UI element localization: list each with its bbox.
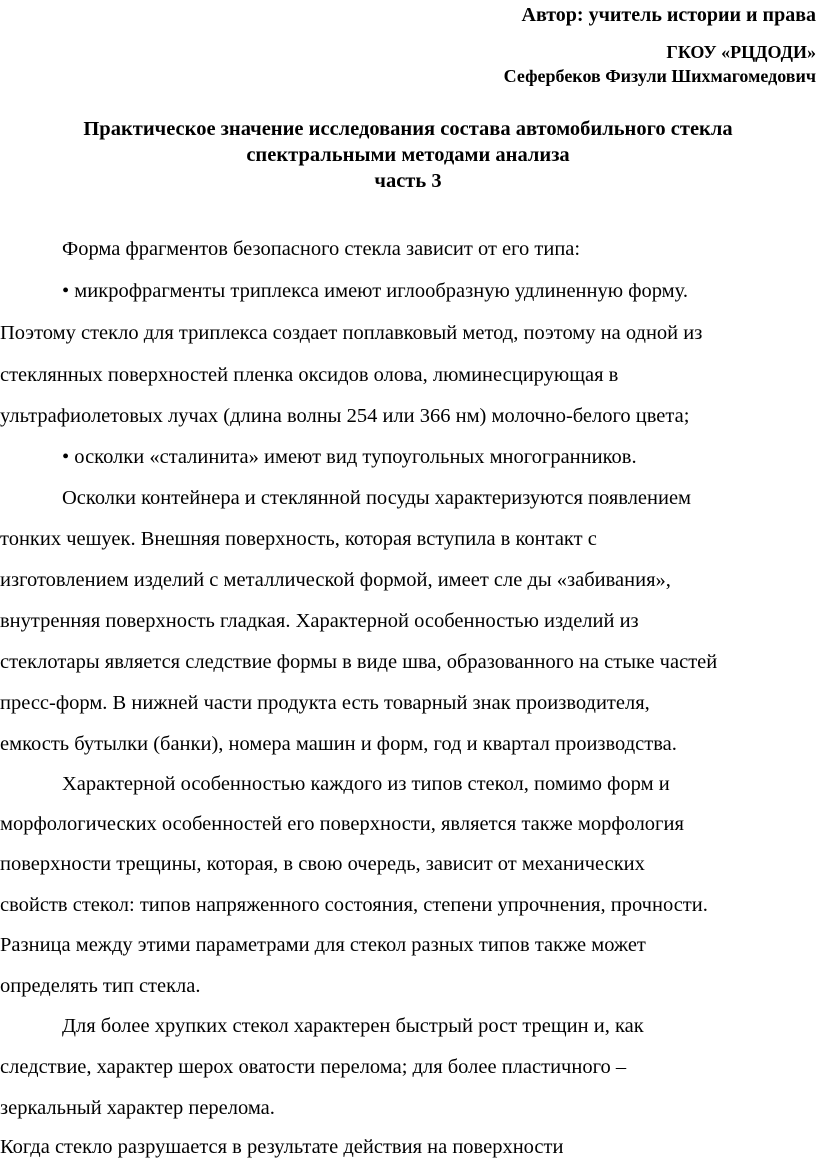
body-line: стеклотары является следствие формы в виде шва, образованного на стыке частей — [0, 651, 718, 673]
document-title-line-2: спектральными методами анализа — [246, 144, 570, 166]
body-line: изготовлением изделий с металлической формой, имеет сле ды «забивания», — [0, 569, 671, 591]
body-line: тонких чешуек. Внешняя поверхность, которая вступила в контакт с — [0, 528, 597, 550]
body-line: Когда стекло разрушается в результате действия на поверхности — [0, 1136, 564, 1158]
body-line: пресс-форм. В нижней части продукта есть товарный знак производителя, — [0, 692, 650, 714]
body-line: морфологических особенностей его поверхности, является также морфология — [0, 813, 684, 835]
body-line: Разница между этими параметрами для стекол разных типов также может — [0, 934, 646, 956]
body-line: Поэтому стекло для триплекса создает поплавковый метод, поэтому на одной из — [0, 322, 703, 344]
document-title-part: часть 3 — [374, 170, 442, 192]
body-line: зеркальный характер перелома. — [0, 1097, 275, 1119]
body-line: свойств стекол: типов напряженного состояния, степени упрочнения, прочности. — [0, 894, 708, 916]
body-line: Форма фрагментов безопасного стекла зависит от его типа: — [62, 238, 581, 260]
body-line: следствие, характер шерох оватости перелома; для более пластичного – — [0, 1056, 627, 1078]
body-line: внутренняя поверхность гладкая. Характерной особенностью изделий из — [0, 610, 639, 632]
body-line: определять тип стекла. — [0, 975, 201, 997]
document-title-line-1: Практическое значение исследования состава автомобильного стекла — [83, 118, 733, 140]
body-line: Осколки контейнера и стеклянной посуды характеризуются появлением — [62, 487, 692, 509]
body-line: емкость бутылки (банки), номера машин и форм, год и квартал производства. — [0, 733, 677, 755]
body-line: Характерной особенностью каждого из типов стекол, помимо форм и — [62, 773, 670, 795]
body-line: • микрофрагменты триплекса имеют иглообразную удлиненную форму. — [62, 280, 688, 302]
organization-line: ГКОУ «РЦДОДИ» — [666, 42, 816, 62]
author-name-line: Сефербеков Физули Шихмагомедович — [503, 66, 816, 86]
body-line: стеклянных поверхностей пленка оксидов олова, люминесцирующая в — [0, 364, 619, 386]
body-line: ультрафиолетовых лучах (длина волны 254 или 366 нм) молочно-белого цвета; — [0, 405, 690, 427]
body-line: Для более хрупких стекол характерен быстрый рост трещин и, как — [62, 1015, 644, 1037]
body-line: • осколки «сталинита» имеют вид тупоугольных многогранников. — [62, 446, 637, 468]
body-line: поверхности трещины, которая, в свою очередь, зависит от механических — [0, 853, 645, 875]
author-line: Автор: учитель истории и права — [521, 4, 816, 26]
